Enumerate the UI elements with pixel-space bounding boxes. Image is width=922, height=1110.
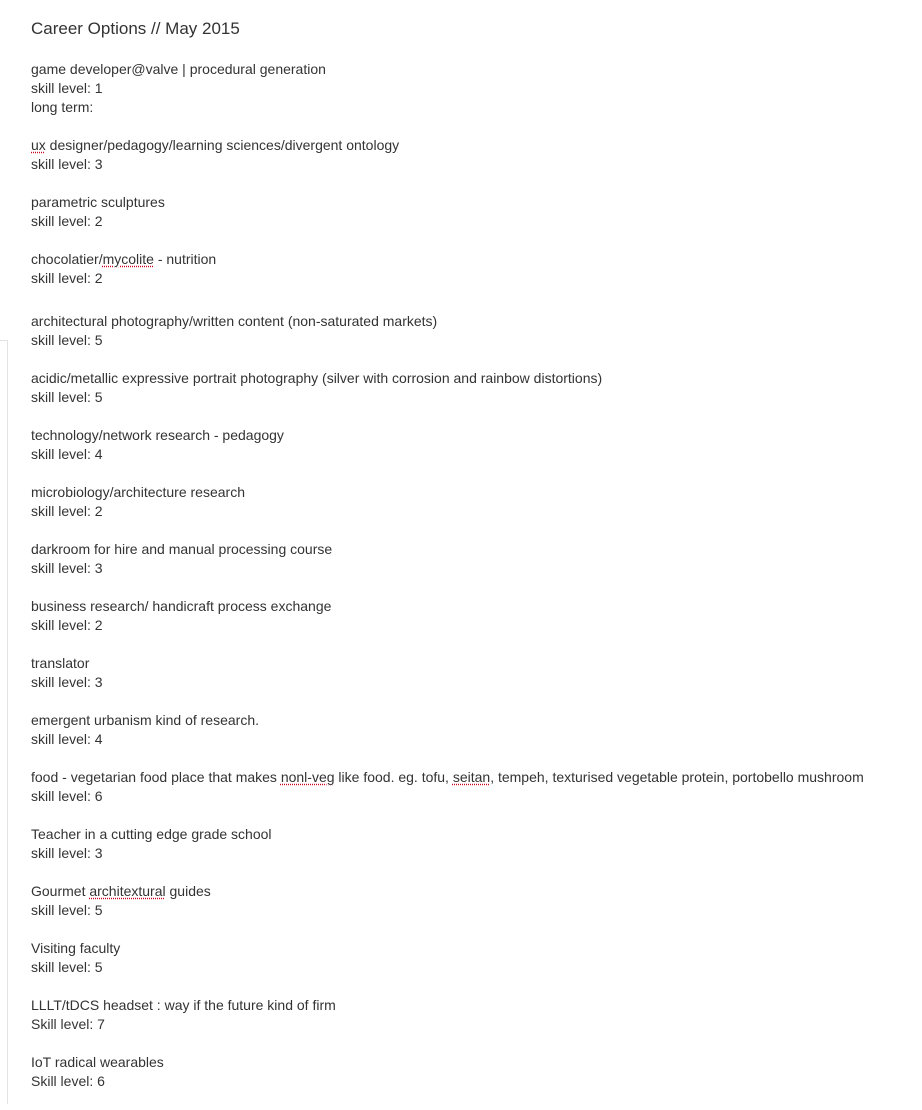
career-option-heading[interactable]	[31, 939, 916, 958]
skill-level-text[interactable]: skill level: 1	[31, 80, 103, 96]
misspelled-word: seitan	[452, 769, 491, 785]
heading-text-run: IoT radical wearables	[31, 1054, 164, 1070]
skill-level-text[interactable]: skill level: 4	[31, 731, 103, 747]
career-option-entry[interactable]	[31, 1053, 916, 1091]
skill-level-text[interactable]: skill level: 5	[31, 389, 103, 405]
career-option-heading[interactable]	[31, 654, 916, 673]
career-option-entry[interactable]	[31, 193, 916, 231]
heading-text-run: guides	[165, 883, 211, 899]
heading-text-run: food - vegetarian food place that makes	[31, 769, 281, 785]
career-option-heading[interactable]	[31, 768, 916, 787]
career-option-heading[interactable]	[31, 369, 916, 388]
career-option-heading[interactable]	[31, 193, 916, 212]
heading-text-run: architectural photography/written content (non-saturated markets)	[31, 313, 438, 329]
heading-text-run: emergent urbanism kind of research.	[31, 712, 259, 728]
career-option-entry[interactable]	[31, 825, 916, 863]
career-option-heading[interactable]	[31, 1053, 916, 1072]
career-option-entry[interactable]	[31, 768, 916, 806]
skill-level-text[interactable]: skill level: 6	[31, 788, 103, 804]
heading-text-run: chocolatier/	[31, 251, 103, 267]
skill-level-text[interactable]: skill level: 3	[31, 674, 103, 690]
heading-text-run: like food. eg. tofu,	[334, 769, 453, 785]
heading-text-run: technology/network research - pedagogy	[31, 427, 284, 443]
career-option-heading[interactable]	[31, 540, 916, 559]
heading-text-run: darkroom for hire and manual processing course	[31, 541, 333, 557]
skill-level-text[interactable]: skill level: 3	[31, 845, 103, 861]
misspelled-word: ux	[31, 137, 46, 153]
career-option-heading[interactable]	[31, 250, 916, 269]
skill-level-text[interactable]: skill level: 2	[31, 213, 103, 229]
misspelled-word: architextural	[89, 883, 166, 899]
heading-text-run: LLLT/tDCS headset : way if the future kind of firm	[31, 997, 336, 1013]
career-option-heading[interactable]	[31, 136, 916, 155]
skill-level-text[interactable]: skill level: 3	[31, 156, 103, 172]
career-option-heading[interactable]	[31, 426, 916, 445]
heading-text-run: translator	[31, 655, 90, 671]
skill-level-text[interactable]: skill level: 3	[31, 560, 103, 576]
career-option-entry[interactable]	[31, 540, 916, 578]
skill-level-text[interactable]: skill level: 2	[31, 617, 103, 633]
career-option-heading[interactable]: game developer@valve | procedural generation	[31, 61, 326, 77]
heading-text-run: , tempeh, texturised vegetable protein, portobello mushroom	[490, 769, 864, 785]
document-title[interactable]: Career Options // May 2015	[31, 19, 240, 38]
career-option-heading[interactable]	[31, 483, 916, 502]
skill-level-text[interactable]: Skill level: 6	[31, 1073, 105, 1089]
skill-level-text[interactable]: skill level: 5	[31, 959, 103, 975]
skill-level-text[interactable]: Skill level: 7	[31, 1016, 105, 1032]
career-option-entry[interactable]	[31, 882, 916, 920]
career-option-heading[interactable]	[31, 312, 916, 331]
career-option-entry[interactable]	[31, 654, 916, 692]
heading-text-run: Gourmet	[31, 883, 90, 899]
career-option-entry[interactable]	[31, 312, 916, 350]
career-option-entry[interactable]	[31, 597, 916, 635]
heading-text-run: Visiting faculty	[31, 940, 121, 956]
skill-level-text[interactable]: skill level: 2	[31, 270, 103, 286]
heading-text-run: microbiology/architecture research	[31, 484, 245, 500]
skill-level-text[interactable]: skill level: 5	[31, 332, 103, 348]
heading-text-run: designer/pedagogy/learning sciences/divergent ontology	[45, 137, 400, 153]
editor-margin-border	[0, 340, 8, 1104]
career-option-heading[interactable]	[31, 711, 916, 730]
misspelled-word: mycolite	[102, 251, 154, 267]
skill-level-text[interactable]: skill level: 5	[31, 902, 103, 918]
heading-text-run: business research/ handicraft process exchange	[31, 598, 332, 614]
career-option-entry[interactable]	[31, 996, 916, 1034]
skill-level-text[interactable]: skill level: 2	[31, 503, 103, 519]
long-term-text[interactable]: long term:	[31, 99, 94, 115]
heading-text-run: acidic/metallic expressive portrait photography (silver with corrosion and rainbow distortions)	[31, 370, 603, 386]
career-option-heading[interactable]	[31, 996, 916, 1015]
career-option-entry[interactable]	[31, 939, 916, 977]
career-option-entry[interactable]	[31, 711, 916, 749]
skill-level-text[interactable]: skill level: 4	[31, 446, 103, 462]
misspelled-word: nonl-veg	[280, 769, 335, 785]
career-option-heading[interactable]	[31, 825, 916, 844]
heading-text-run: Teacher in a cutting edge grade school	[31, 826, 272, 842]
career-option-entry[interactable]	[31, 136, 916, 174]
heading-text-run: parametric sculptures	[31, 194, 165, 210]
career-option-entry[interactable]	[31, 60, 916, 117]
heading-text-run: - nutrition	[153, 251, 217, 267]
career-option-entry[interactable]	[31, 250, 916, 288]
document-body[interactable]	[31, 16, 916, 1110]
career-option-entry[interactable]	[31, 426, 916, 464]
career-option-heading[interactable]	[31, 882, 916, 901]
career-option-list	[31, 136, 916, 1091]
career-option-entry[interactable]	[31, 369, 916, 407]
career-option-heading[interactable]	[31, 597, 916, 616]
career-option-entry[interactable]	[31, 483, 916, 521]
